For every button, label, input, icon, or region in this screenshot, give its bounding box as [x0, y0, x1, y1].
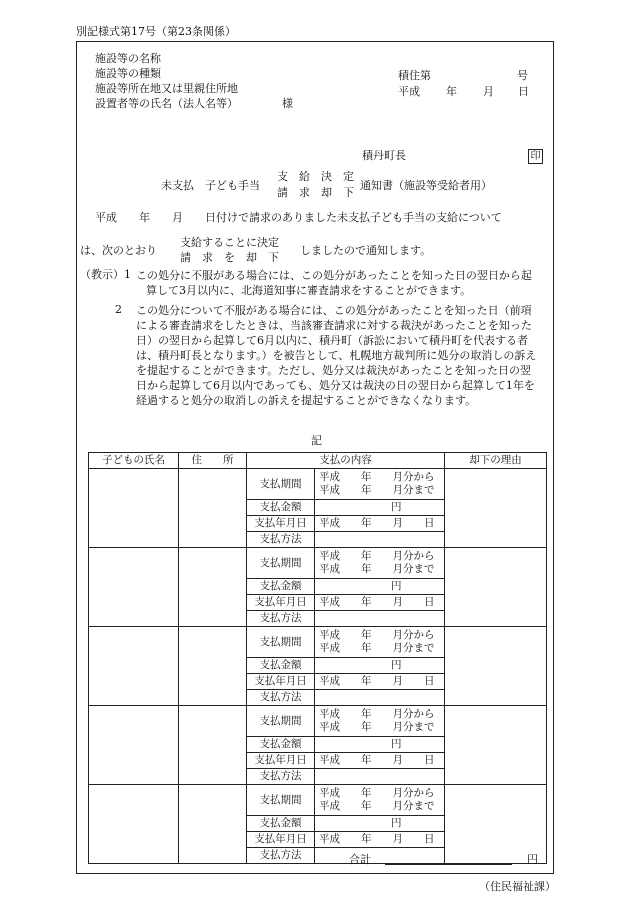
table-header-row [89, 453, 547, 469]
facility-address-label: 施設等所在地又は里親住所地 [95, 82, 238, 95]
date-era: 平成 [398, 85, 420, 98]
amount-label: 支払金額 [247, 579, 315, 595]
period-value [315, 627, 445, 658]
period-from: 平成 年 月分から [319, 550, 435, 562]
notice-item2-num: 2 [115, 303, 122, 316]
period-from: 平成 年 月分から [319, 787, 435, 799]
title-prefix: 未支払 子ども手当 [161, 179, 260, 192]
period-to: 平成 年 月分まで [319, 721, 435, 733]
amount-label: 支払金額 [247, 658, 315, 674]
body-line2-suffix: しましたので通知します。 [300, 244, 432, 257]
table-row [89, 627, 547, 658]
payment-method-value [315, 848, 445, 864]
body-line2-option-top: 支給することに決定 [180, 236, 279, 249]
honorific: 様 [282, 97, 293, 110]
ref-suffix: 号 [517, 69, 528, 82]
total-label: 合計 [349, 853, 371, 866]
notice-item2: この処分について不服がある場合には、この処分があったことを知った日（前項による審査請求をしたときは、当該審査請求に対する裁決があったことを知った日）の翌日から起算して6月以内に、積丹町（訴訟において積丹町を代表する者は、積丹町長となります。）を被告として、札幌地方裁判所に処分の取消しの訴えを提起することができます。ただし、処分又は裁決があったことを知った日の翌日から起算して6月以内であっても、処分又は裁決の日の翌日から起算して1年を経過すると処分の取消しの訴えを提起することができなくなります。 [136, 304, 537, 407]
child-name-cell [89, 706, 179, 785]
header-payment-content: 支払の内容 [247, 453, 445, 469]
payment-method-label: 支払方法 [247, 769, 315, 785]
department: （住民福祉課） [479, 880, 556, 893]
facility-name-label: 施設等の名称 [95, 52, 161, 65]
total-unit: 円 [527, 853, 538, 866]
seal-box: 印 [528, 149, 543, 164]
payment-table [88, 452, 547, 864]
period-label: 支払期間 [247, 548, 315, 579]
title-option-top: 支 給 決 定 [277, 170, 354, 183]
period-to: 平成 年 月分まで [319, 484, 435, 496]
body-line1: 平成 年 月 日付けで請求のありました未支払子ども手当の支給について [95, 211, 502, 224]
amount-value: 円 [315, 500, 445, 516]
payment-date-value: 平成 年 月 日 [315, 753, 445, 769]
payment-date-label: 支払年月日 [247, 595, 315, 611]
child-name-cell [89, 785, 179, 864]
rejection-reason-cell [445, 469, 547, 548]
payment-method-value [315, 611, 445, 627]
notice-item1: この処分に不服がある場合には、この処分があったことを知った日の翌日から起算して3月以内に、北海道知事に審査請求をすることができます。 [136, 269, 532, 297]
amount-label: 支払金額 [247, 737, 315, 753]
amount-label: 支払金額 [247, 816, 315, 832]
facility-type-label: 施設等の種類 [95, 67, 161, 80]
child-name-cell [89, 469, 179, 548]
period-label: 支払期間 [247, 627, 315, 658]
payment-date-value: 平成 年 月 日 [315, 595, 445, 611]
amount-value: 円 [315, 737, 445, 753]
address-cell [179, 785, 247, 864]
issuer: 積丹町長 [362, 149, 406, 162]
address-cell [179, 469, 247, 548]
rejection-reason-cell [445, 627, 547, 706]
period-to: 平成 年 月分まで [319, 563, 435, 575]
header-address: 住 所 [179, 453, 247, 469]
period-value [315, 548, 445, 579]
body-line2-prefix: は、次のとおり [80, 244, 157, 257]
amount-value: 円 [315, 816, 445, 832]
table-row [89, 706, 547, 737]
ref-prefix: 積住第 [398, 69, 431, 82]
header-rejection-reason: 却下の理由 [445, 453, 547, 469]
child-name-cell [89, 548, 179, 627]
date-day: 日 [518, 85, 529, 98]
address-cell [179, 548, 247, 627]
payment-date-value: 平成 年 月 日 [315, 832, 445, 848]
title-suffix: 通知書（施設等受給者用） [360, 179, 492, 192]
period-value [315, 785, 445, 816]
child-name-cell [89, 627, 179, 706]
table-row [89, 548, 547, 579]
period-label: 支払期間 [247, 469, 315, 500]
table-row [89, 785, 547, 816]
period-value [315, 469, 445, 500]
title-option-bottom: 請 求 却 下 [277, 186, 354, 199]
header-child-name: 子どもの氏名 [89, 453, 179, 469]
payment-method-label: 支払方法 [247, 532, 315, 548]
address-cell [179, 627, 247, 706]
form-number: 別記様式第17号（第23条関係） [76, 25, 236, 38]
payment-method-value [315, 769, 445, 785]
body-line2-option-bottom: 請 求 を 却 下 [180, 251, 279, 264]
payment-date-label: 支払年月日 [247, 753, 315, 769]
table-row [89, 469, 547, 500]
payment-method-value [315, 532, 445, 548]
ki-label: 記 [311, 434, 322, 447]
period-label: 支払期間 [247, 785, 315, 816]
amount-label: 支払金額 [247, 500, 315, 516]
period-to: 平成 年 月分まで [319, 642, 435, 654]
payment-date-label: 支払年月日 [247, 674, 315, 690]
date-month: 月 [483, 85, 494, 98]
date-year: 年 [446, 85, 457, 98]
payment-method-label: 支払方法 [247, 611, 315, 627]
period-from: 平成 年 月分から [319, 471, 435, 483]
payment-method-label: 支払方法 [247, 690, 315, 706]
notice-label: （教示）1 [80, 268, 131, 281]
payment-method-label: 支払方法 [247, 848, 315, 864]
rejection-reason-cell [445, 785, 547, 864]
period-label: 支払期間 [247, 706, 315, 737]
amount-value: 円 [315, 579, 445, 595]
rejection-reason-cell [445, 706, 547, 785]
period-from: 平成 年 月分から [319, 629, 435, 641]
founder-name-label: 設置者等の氏名（法人名等） [95, 97, 238, 110]
period-to: 平成 年 月分まで [319, 800, 435, 812]
period-from: 平成 年 月分から [319, 708, 435, 720]
amount-value: 円 [315, 658, 445, 674]
total-line [385, 864, 512, 865]
payment-date-label: 支払年月日 [247, 832, 315, 848]
payment-date-value: 平成 年 月 日 [315, 516, 445, 532]
payment-method-value [315, 690, 445, 706]
rejection-reason-cell [445, 548, 547, 627]
payment-date-value: 平成 年 月 日 [315, 674, 445, 690]
period-value [315, 706, 445, 737]
address-cell [179, 706, 247, 785]
payment-date-label: 支払年月日 [247, 516, 315, 532]
